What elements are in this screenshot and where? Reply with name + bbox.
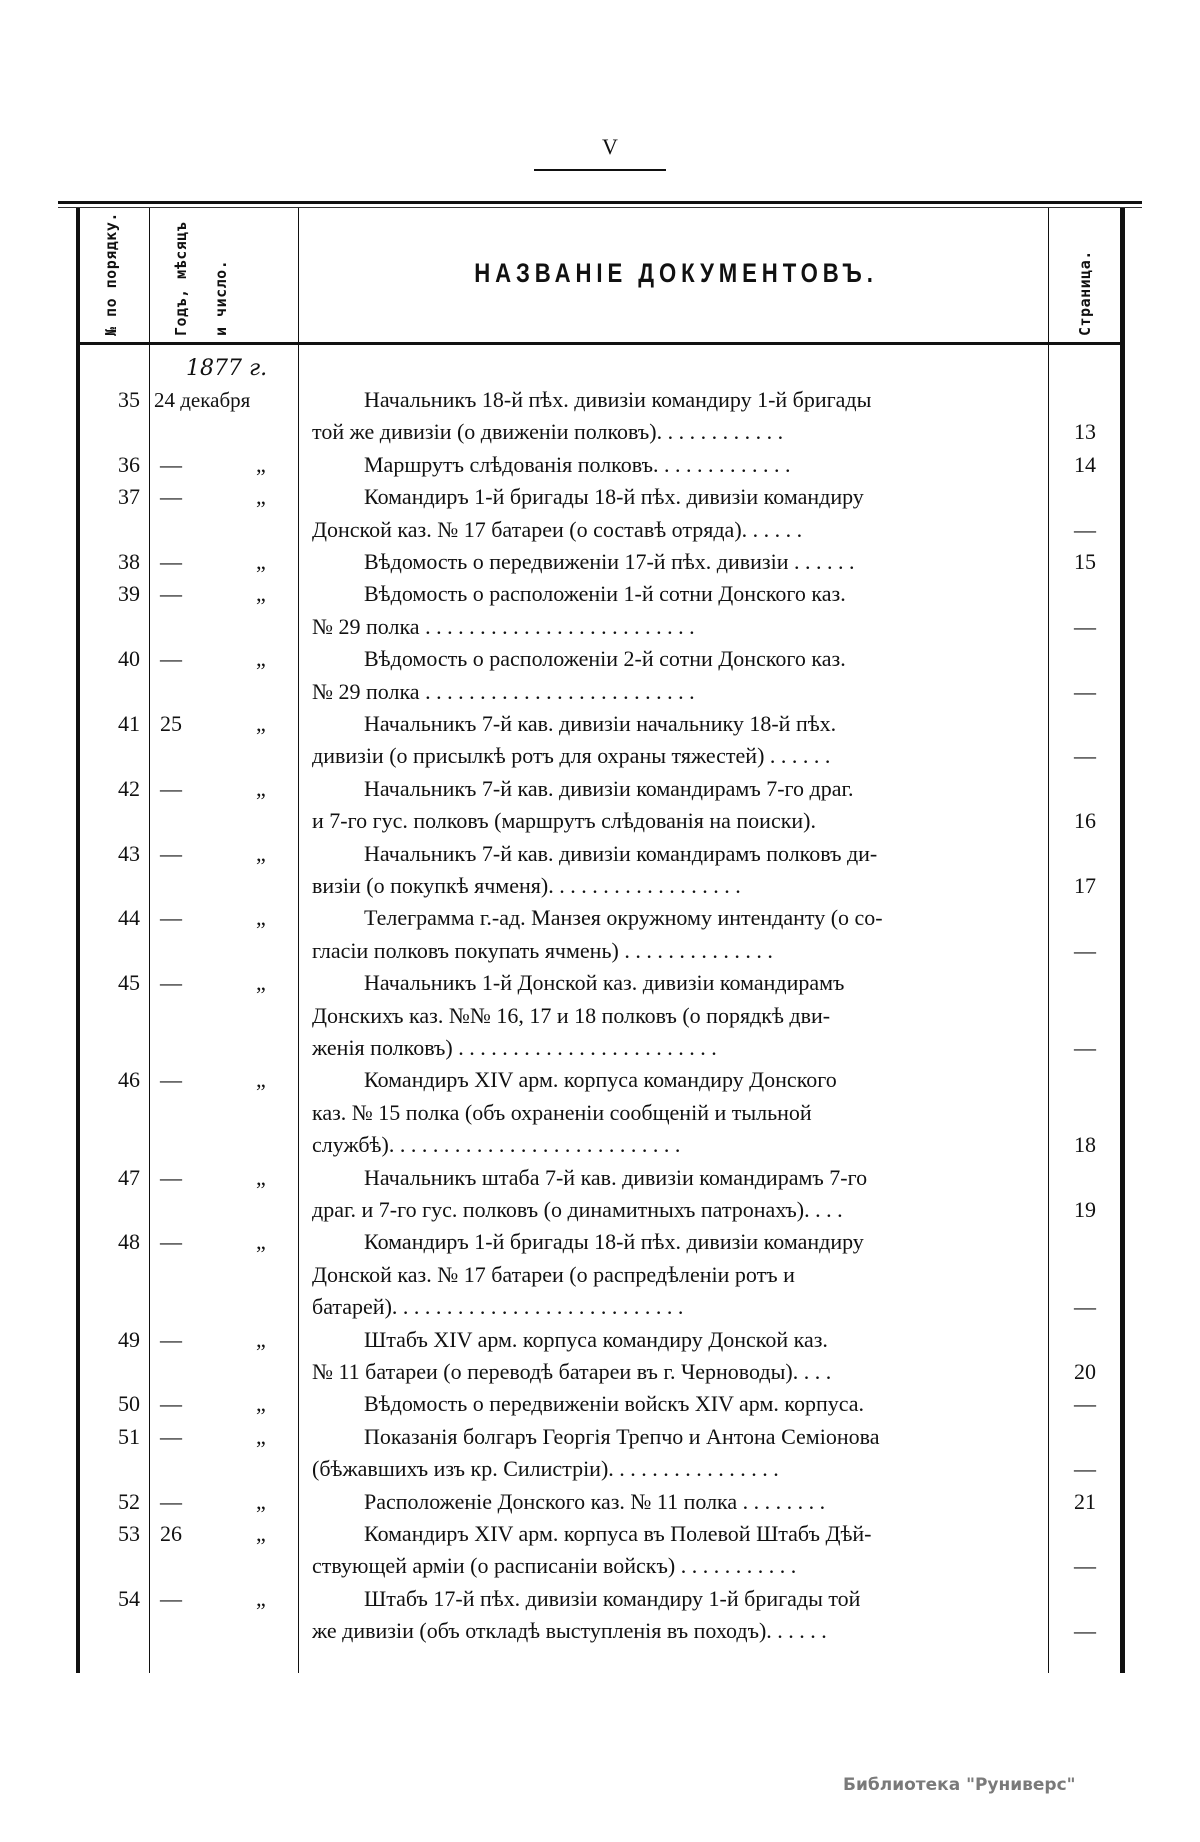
row-number: 38 bbox=[118, 549, 140, 574]
row-number: 44 bbox=[118, 905, 140, 931]
row-page-ref: — bbox=[1074, 1035, 1096, 1060]
row-number: 36 bbox=[118, 451, 140, 477]
row-page-ref: 16 bbox=[1074, 808, 1096, 834]
row-date-ditto: „ bbox=[256, 581, 266, 607]
table-row-line bbox=[76, 1162, 1120, 1194]
row-title-text: № 11 батареи (о переводѣ батареи въ г. Черноводы). . . . bbox=[312, 1359, 832, 1384]
row-title-text: визіи (о покупкѣ ячменя). . . . . . . . . . . . . . . . . . bbox=[312, 873, 741, 898]
row-date-ditto: „ bbox=[256, 646, 266, 672]
table-row-line bbox=[76, 902, 1120, 934]
row-title-text: Вѣдомость о передвиженіи 17-й пѣх. дивизіи . . . . . . bbox=[364, 549, 855, 574]
row-title-text: Начальникъ 18-й пѣх. дивизіи командиру 1-й бригады bbox=[364, 387, 872, 412]
table-row-line bbox=[76, 805, 1120, 837]
table-row-line bbox=[76, 1291, 1120, 1323]
table-row-line bbox=[76, 1550, 1120, 1582]
row-title-text: Командиръ XIV арм. корпуса командиру Донского bbox=[364, 1067, 837, 1093]
row-date-day: — bbox=[160, 1488, 182, 1514]
row-date-day: — bbox=[160, 1067, 182, 1093]
row-page-ref: 19 bbox=[1074, 1197, 1096, 1222]
table-row-line bbox=[76, 481, 1120, 513]
row-date-day: — bbox=[160, 1391, 182, 1417]
row-date-ditto: „ bbox=[256, 549, 266, 574]
header-col-page: Страница. bbox=[1076, 250, 1094, 336]
row-date-ditto: „ bbox=[256, 1423, 266, 1449]
table-row-line bbox=[76, 1000, 1120, 1032]
table-row-line bbox=[76, 838, 1120, 870]
row-title-text: Донскихъ каз. №№ 16, 17 и 18 полковъ (о порядкѣ дви- bbox=[312, 1002, 831, 1028]
table-row-line bbox=[76, 870, 1120, 902]
row-date-day: 25 bbox=[160, 711, 182, 736]
row-title-text: гласіи полковъ покупать ячмень) . . . . . . . . . . . . . . bbox=[312, 937, 773, 963]
table-row-line bbox=[76, 740, 1120, 772]
row-date-day: — bbox=[160, 1585, 182, 1611]
row-date-day: — bbox=[160, 646, 182, 672]
row-number: 40 bbox=[118, 646, 140, 672]
header-col-date-line2: и число. bbox=[212, 259, 230, 336]
row-page-ref: — bbox=[1074, 613, 1096, 639]
table-row-line bbox=[76, 384, 1120, 416]
table-row-line bbox=[76, 967, 1120, 999]
row-title-text: же дивизіи (объ откладѣ выступленія въ походъ). . . . . . bbox=[312, 1618, 827, 1644]
row-title-text: батарей). . . . . . . . . . . . . . . . . . . . . . . . . . . bbox=[312, 1294, 684, 1320]
table-row-line bbox=[76, 1064, 1120, 1096]
table-row-line bbox=[76, 1486, 1120, 1518]
row-date-ditto: „ bbox=[256, 484, 266, 510]
row-date-ditto: „ bbox=[256, 1164, 266, 1190]
row-date-day: 24 декабря bbox=[154, 388, 251, 412]
row-date-day: — bbox=[160, 775, 182, 801]
table-row-line bbox=[76, 578, 1120, 610]
row-title-text: Командиръ 1-й бригады 18-й пѣх. дивизіи командиру bbox=[364, 1229, 864, 1255]
table-row-line bbox=[76, 1453, 1120, 1485]
row-date-day: — bbox=[160, 840, 182, 866]
row-number: 46 bbox=[118, 1067, 140, 1093]
row-date-ditto: „ bbox=[256, 711, 266, 736]
documents-table bbox=[76, 208, 1126, 1673]
row-title-text: (бѣжавшихъ изъ кр. Силистріи). . . . . . . . . . . . . . . . bbox=[312, 1456, 779, 1482]
row-date-ditto: „ bbox=[256, 1585, 266, 1611]
row-page-ref: — bbox=[1074, 937, 1096, 963]
row-title-text: Начальникъ 7-й кав. дивизіи начальнику 18-й пѣх. bbox=[364, 711, 837, 736]
row-page-ref: — bbox=[1074, 1391, 1096, 1417]
row-number: 39 bbox=[118, 581, 140, 607]
table-row-line bbox=[76, 1226, 1120, 1258]
table-row-line bbox=[76, 416, 1120, 448]
table-row-line bbox=[76, 1518, 1120, 1550]
row-title-text: женія полковъ) . . . . . . . . . . . . . . . . . . . . . . . . bbox=[312, 1035, 717, 1060]
row-page-ref: — bbox=[1074, 1553, 1096, 1579]
row-title-text: драг. и 7-го гус. полковъ (о динамитныхъ патронахъ). . . . bbox=[312, 1197, 843, 1222]
row-date-day: — bbox=[160, 1423, 182, 1449]
row-date-ditto: „ bbox=[256, 970, 266, 996]
row-date-day: — bbox=[160, 1164, 182, 1190]
row-number: 51 bbox=[118, 1423, 140, 1449]
row-page-ref: — bbox=[1074, 516, 1096, 542]
row-title-text: той же дивизіи (о движеніи полковъ). . . . . . . . . . . . bbox=[312, 419, 784, 445]
row-title-text: Штабъ 17-й пѣх. дивизіи командиру 1-й бригады той bbox=[364, 1585, 861, 1611]
row-number: 35 bbox=[118, 387, 140, 412]
row-date-ditto: „ bbox=[256, 1326, 266, 1352]
row-date-day: — bbox=[160, 905, 182, 931]
page-number: V bbox=[602, 134, 618, 159]
row-title-text: Маршрутъ слѣдованія полковъ. . . . . . . . . . . . . bbox=[364, 451, 791, 477]
header-col-title: НАЗВАНІЕ ДОКУМЕНТОВЪ. bbox=[474, 258, 878, 288]
table-row-line bbox=[76, 449, 1120, 481]
row-title-text: службѣ). . . . . . . . . . . . . . . . . . . . . . . . . . . bbox=[312, 1132, 681, 1158]
table-row-line bbox=[76, 935, 1120, 967]
header-col-date-line1: Годъ, мѣсяцъ bbox=[172, 221, 190, 336]
row-date-ditto: „ bbox=[256, 775, 266, 801]
row-title-text: Донской каз. № 17 батареи (о составѣ отряда). . . . . . bbox=[312, 516, 803, 542]
row-page-ref: — bbox=[1074, 678, 1096, 704]
table-row-line bbox=[76, 611, 1120, 643]
row-date-ditto: „ bbox=[256, 1391, 266, 1417]
top-rule bbox=[58, 201, 1142, 204]
row-number: 41 bbox=[118, 711, 140, 736]
row-page-ref: — bbox=[1074, 1456, 1096, 1482]
row-title-text: дивизіи (о присылкѣ ротъ для охраны тяжестей) . . . . . . bbox=[312, 743, 831, 769]
row-date-day: — bbox=[160, 549, 182, 574]
row-page-ref: — bbox=[1074, 743, 1096, 769]
row-page-ref: 18 bbox=[1074, 1132, 1096, 1158]
table-row-line bbox=[76, 1583, 1120, 1615]
row-number: 50 bbox=[118, 1391, 140, 1417]
row-number: 53 bbox=[118, 1521, 140, 1546]
table-row-line bbox=[76, 1032, 1120, 1064]
year-label: 1877 г. bbox=[186, 356, 268, 381]
table-row-line bbox=[76, 1259, 1120, 1291]
table-row-line bbox=[76, 1615, 1120, 1647]
row-date-ditto: „ bbox=[256, 905, 266, 931]
table-row-line bbox=[76, 546, 1120, 578]
table-row-line bbox=[76, 1129, 1120, 1161]
row-date-day: — bbox=[160, 970, 182, 996]
table-row-line bbox=[76, 1356, 1120, 1388]
row-date-ditto: „ bbox=[256, 451, 266, 477]
row-title-text: Вѣдомость о расположеніи 2-й сотни Донского каз. bbox=[364, 646, 846, 672]
row-number: 43 bbox=[118, 840, 140, 866]
row-title-text: Телеграмма г.-ад. Манзея окружному интенданту (о со- bbox=[364, 905, 883, 931]
row-page-ref: — bbox=[1074, 1618, 1096, 1644]
row-date-day: — bbox=[160, 1229, 182, 1255]
row-number: 37 bbox=[118, 484, 140, 510]
row-date-ditto: „ bbox=[256, 1229, 266, 1255]
row-number: 48 bbox=[118, 1229, 140, 1255]
row-number: 42 bbox=[118, 775, 140, 801]
row-title-text: № 29 полка . . . . . . . . . . . . . . . . . . . . . . . . . bbox=[312, 678, 695, 704]
table-row-line bbox=[76, 1324, 1120, 1356]
row-date-ditto: „ bbox=[256, 1488, 266, 1514]
row-title-text: № 29 полка . . . . . . . . . . . . . . . . . . . . . . . . . bbox=[312, 613, 695, 639]
row-number: 45 bbox=[118, 970, 140, 996]
row-page-ref: 20 bbox=[1074, 1359, 1096, 1384]
row-date-day: — bbox=[160, 1326, 182, 1352]
table-row-line bbox=[76, 676, 1120, 708]
row-number: 49 bbox=[118, 1326, 140, 1352]
table-row-line bbox=[76, 1097, 1120, 1129]
page-number-rule bbox=[534, 169, 666, 171]
row-number: 54 bbox=[118, 1585, 140, 1611]
row-title-text: Начальникъ штаба 7-й кав. дивизіи командирамъ 7-го bbox=[364, 1164, 868, 1190]
row-title-text: Вѣдомость о расположеніи 1-й сотни Донского каз. bbox=[364, 581, 846, 607]
table-row-line bbox=[76, 773, 1120, 805]
row-title-text: Донской каз. № 17 батареи (о распредѣленіи ротъ и bbox=[312, 1261, 795, 1287]
row-title-text: Расположеніе Донского каз. № 11 полка . . . . . . . . bbox=[364, 1488, 826, 1514]
row-title-text: Вѣдомость о передвиженіи войскъ XIV арм. корпуса. bbox=[364, 1391, 865, 1417]
row-date-day: — bbox=[160, 484, 182, 510]
row-title-text: ствующей арміи (о расписаніи войскъ) . . . . . . . . . . . bbox=[312, 1553, 797, 1579]
library-watermark: Библиотека "Руниверс" bbox=[843, 1775, 1076, 1795]
table-row-line bbox=[76, 643, 1120, 675]
row-title-text: Начальникъ 7-й кав. дивизіи командирамъ 7-го драг. bbox=[364, 775, 854, 801]
row-title-text: и 7-го гус. полковъ (маршрутъ слѣдованія на поиски). bbox=[312, 808, 817, 834]
row-title-text: Начальникъ 7-й кав. дивизіи командирамъ полковъ ди- bbox=[364, 840, 878, 866]
table-row-line bbox=[76, 514, 1120, 546]
row-page-ref: 14 bbox=[1074, 451, 1096, 477]
row-page-ref: 17 bbox=[1074, 873, 1096, 898]
row-number: 47 bbox=[118, 1164, 140, 1190]
row-title-text: каз. № 15 полка (объ охраненіи сообщеній и тыльной bbox=[312, 1099, 812, 1125]
row-date-ditto: „ bbox=[256, 1521, 266, 1546]
row-title-text: Штабъ XIV арм. корпуса командиру Донской каз. bbox=[364, 1326, 828, 1352]
row-date-ditto: „ bbox=[256, 1067, 266, 1093]
row-title-text: Показанія болгаръ Георгія Трепчо и Антона Семіонова bbox=[364, 1423, 880, 1449]
row-date-day: — bbox=[160, 581, 182, 607]
row-page-ref: 21 bbox=[1074, 1488, 1096, 1514]
row-number: 52 bbox=[118, 1488, 140, 1514]
row-date-day: — bbox=[160, 451, 182, 477]
table-border-right bbox=[1120, 208, 1125, 1673]
row-title-text: Командиръ XIV арм. корпуса въ Полевой Штабъ Дѣй- bbox=[364, 1521, 872, 1546]
row-page-ref: — bbox=[1074, 1294, 1096, 1320]
row-page-ref: 13 bbox=[1074, 419, 1096, 445]
row-page-ref: 15 bbox=[1074, 549, 1096, 574]
row-date-day: 26 bbox=[160, 1521, 182, 1546]
header-col-number: № по порядку. bbox=[102, 212, 120, 336]
table-row-line bbox=[76, 708, 1120, 740]
table-row-line bbox=[76, 1421, 1120, 1453]
header-rule bbox=[78, 342, 1122, 345]
row-title-text: Командиръ 1-й бригады 18-й пѣх. дивизіи командиру bbox=[364, 484, 864, 510]
table-row-line bbox=[76, 1388, 1120, 1420]
row-date-ditto: „ bbox=[256, 840, 266, 866]
row-title-text: Начальникъ 1-й Донской каз. дивизіи командирамъ bbox=[364, 970, 845, 996]
table-row-line bbox=[76, 1194, 1120, 1226]
